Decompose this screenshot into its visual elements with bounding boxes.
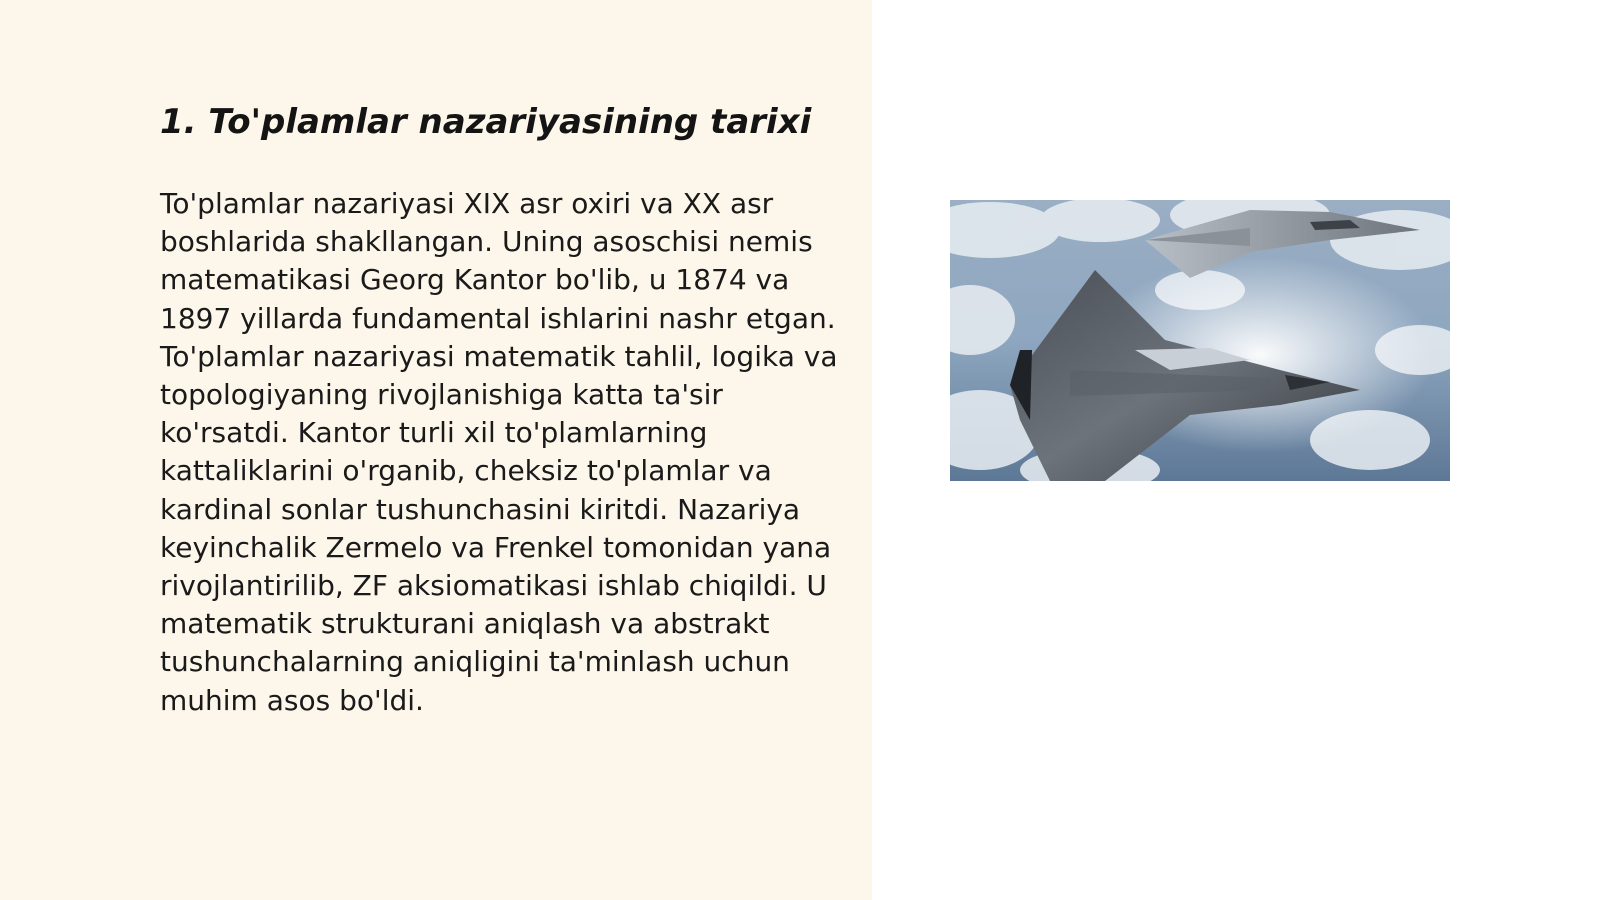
fighter-jets-illustration (950, 200, 1450, 481)
fighter-jets-photo (950, 200, 1450, 481)
slide-body-text: To'plamlar nazariyasi XIX asr oxiri va XX asr boshlarida shakllangan. Uning asoschisi nemis matematikasi Georg Kantor bo'lib, u 1874 va 1897 yillarda fundamental ishlarini nashr etgan. To'plamlar nazariyasi matematik tahlil, logika va topologiyaning rivojlanishiga katta ta'sir ko'rsatdi. Kantor turli xil to'plamlarning kattaliklarini o'rganib, cheksiz to'plamlar va kardinal sonlar tushunchasini kiritdi. Nazariya keyinchalik Zermelo va Frenkel tomonidan yana rivojlantirilib, ZF aksiomatikasi ishlab chiqildi. U matematik strukturani aniqlash va abstrakt tushunchalarning aniqligini ta'minlash uchun muhim asos bo'ldi. (160, 187, 838, 717)
slide-title: 1. To'plamlar nazariyasining tarixi (160, 102, 812, 142)
